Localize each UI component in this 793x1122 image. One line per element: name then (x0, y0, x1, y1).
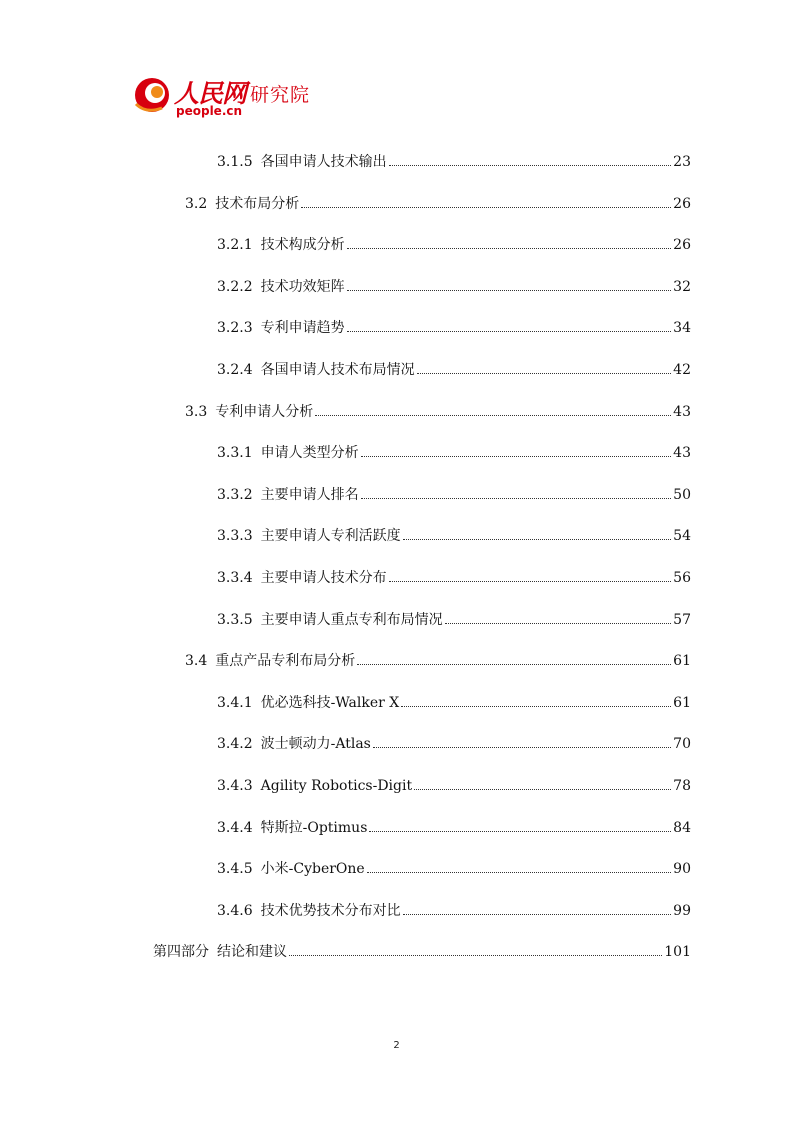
toc-entry-title: 技术布局分析 (215, 196, 300, 212)
report-header (132, 72, 432, 122)
toc-entry[interactable] (217, 360, 691, 380)
toc-entry-page: 32 (673, 279, 691, 295)
toc-entry[interactable] (217, 485, 691, 505)
toc-entry-title: 技术优势技术分布对比 (260, 903, 401, 919)
toc-entry-title: 申请人类型分析 (260, 445, 359, 461)
toc-entry-label (185, 651, 355, 671)
toc-entry[interactable] (217, 693, 691, 713)
toc-entry-label (217, 318, 345, 338)
toc-dot-leader (414, 789, 671, 790)
toc-dot-leader (315, 415, 671, 416)
toc-entry-label (217, 734, 371, 754)
toc-entry-label (185, 402, 313, 422)
toc-entry-title: 结论和建议 (217, 944, 287, 960)
toc-entry-number: 3.4.5 (217, 861, 253, 877)
toc-dot-leader (403, 539, 672, 540)
toc-entry-page: 90 (673, 861, 691, 877)
toc-entry-number: 3.2.3 (217, 320, 253, 336)
toc-entry-page: 42 (673, 362, 691, 378)
toc-entry-number: 3.4.3 (217, 778, 253, 794)
toc-entry-page: 23 (673, 154, 691, 170)
toc-entry-number: 3.4.6 (217, 903, 253, 919)
toc-entry[interactable] (185, 402, 691, 422)
toc-entry-number: 3.4.2 (217, 736, 253, 752)
toc-dot-leader (389, 581, 672, 582)
toc-dot-leader (445, 623, 672, 624)
toc-entry-label (217, 693, 399, 713)
toc-dot-leader (357, 664, 671, 665)
toc-entry-label (217, 152, 387, 172)
toc-entry-page: 61 (673, 653, 691, 669)
toc-entry-number: 3.2.2 (217, 279, 253, 295)
toc-entry-label (217, 901, 401, 921)
toc-entry-label (217, 360, 415, 380)
toc-entry-label (217, 776, 412, 796)
toc-entry-title: 各国申请人技术输出 (260, 154, 387, 170)
toc-entry-label (217, 485, 359, 505)
people-logo-icon (132, 74, 172, 114)
toc-entry-label (217, 526, 401, 546)
toc-entry-page: 57 (673, 612, 691, 628)
toc-entry[interactable] (217, 526, 691, 546)
toc-entry[interactable] (217, 568, 691, 588)
toc-dot-leader (347, 331, 672, 332)
toc-entry-page: 61 (673, 695, 691, 711)
toc-entry-number: 3.3.3 (217, 528, 253, 544)
toc-entry-title: 专利申请人分析 (215, 404, 314, 420)
toc-dot-leader (347, 290, 672, 291)
toc-dot-leader (347, 248, 672, 249)
toc-entry-label (185, 194, 299, 214)
toc-entry[interactable] (185, 194, 691, 214)
toc-entry-title: 各国申请人技术布局情况 (260, 362, 415, 378)
toc-entry-page: 43 (673, 404, 691, 420)
toc-entry-label (217, 277, 345, 297)
toc-entry-number: 3.1.5 (217, 154, 253, 170)
toc-entry-number: 3.4.1 (217, 695, 253, 711)
toc-dot-leader (373, 747, 671, 748)
toc-entry-page: 78 (673, 778, 691, 794)
toc-entry-title: 波士顿动力-Atlas (260, 736, 371, 752)
toc-dot-leader (301, 207, 671, 208)
toc-entry-number: 3.3 (185, 404, 208, 420)
toc-entry-label (217, 568, 387, 588)
toc-entry-title: 优必选科技-Walker X (260, 695, 400, 711)
toc-entry[interactable] (217, 235, 691, 255)
toc-entry-number: 3.4 (185, 653, 208, 669)
toc-entry-title: 主要申请人重点专利布局情况 (260, 612, 443, 628)
toc-entry-label (217, 818, 367, 838)
toc-dot-leader (401, 706, 671, 707)
toc-entry-title: 重点产品专利布局分析 (215, 653, 356, 669)
toc-entry-label (153, 942, 287, 962)
toc-entry[interactable] (217, 277, 691, 297)
toc-entry-title: 主要申请人排名 (260, 487, 359, 503)
toc-dot-leader (403, 914, 672, 915)
toc-entry[interactable] (217, 443, 691, 463)
toc-entry-title: 特斯拉-Optimus (260, 820, 368, 836)
toc-entry-label (217, 235, 345, 255)
toc-entry[interactable] (153, 942, 691, 962)
toc-entry-number: 第四部分 (153, 944, 209, 960)
toc-entry[interactable] (217, 152, 691, 172)
toc-entry-page: 84 (673, 820, 691, 836)
toc-entry-title: Agility Robotics-Digit (260, 778, 413, 794)
toc-entry-page: 70 (673, 736, 691, 752)
toc-dot-leader (389, 165, 672, 166)
toc-entry-title: 主要申请人技术分布 (260, 570, 387, 586)
toc-dot-leader (417, 373, 672, 374)
toc-entry-page: 50 (673, 487, 691, 503)
toc-entry-page: 101 (664, 944, 691, 960)
toc-dot-leader (369, 831, 671, 832)
toc-entry-number: 3.3.2 (217, 487, 253, 503)
brand-subtitle: 研究院 (250, 84, 311, 106)
toc-entry-label (217, 610, 443, 630)
toc-entry-page: 26 (673, 237, 691, 253)
toc-entry-page: 54 (673, 528, 691, 544)
toc-entry[interactable] (217, 610, 691, 630)
toc-entry-label (217, 859, 365, 879)
toc-entry-number: 3.2 (185, 196, 208, 212)
toc-entry-number: 3.2.4 (217, 362, 253, 378)
toc-dot-leader (289, 955, 662, 956)
toc-entry[interactable] (185, 651, 691, 671)
toc-entry-title: 专利申请趋势 (260, 320, 345, 336)
toc-entry-title: 技术功效矩阵 (260, 279, 345, 295)
toc-entry[interactable] (217, 859, 691, 879)
toc-entry[interactable] (217, 776, 691, 796)
toc-entry-page: 43 (673, 445, 691, 461)
toc-entry-number: 3.3.1 (217, 445, 253, 461)
brand-domain: people.cn (176, 104, 243, 118)
toc-entry[interactable] (217, 318, 691, 338)
toc-entry-page: 56 (673, 570, 691, 586)
toc-entry-number: 3.3.4 (217, 570, 253, 586)
toc-entry-title: 主要申请人专利活跃度 (260, 528, 401, 544)
toc-entry[interactable] (217, 901, 691, 921)
toc-entry-page: 26 (673, 196, 691, 212)
toc-entry-page: 99 (673, 903, 691, 919)
toc-entry-title: 技术构成分析 (260, 237, 345, 253)
toc-entry-label (217, 443, 359, 463)
toc-entry-number: 3.2.1 (217, 237, 253, 253)
page-number: 2 (393, 1040, 400, 1051)
toc-entry-number: 3.3.5 (217, 612, 253, 628)
toc-dot-leader (361, 456, 672, 457)
toc-dot-leader (361, 498, 672, 499)
toc-entry[interactable] (217, 818, 691, 838)
toc-entry-page: 34 (673, 320, 691, 336)
toc-entry-title: 小米-CyberOne (260, 861, 365, 877)
toc-entry[interactable] (217, 734, 691, 754)
brand-name: 人民网 (174, 79, 247, 108)
toc-entry-number: 3.4.4 (217, 820, 253, 836)
toc-dot-leader (367, 872, 671, 873)
